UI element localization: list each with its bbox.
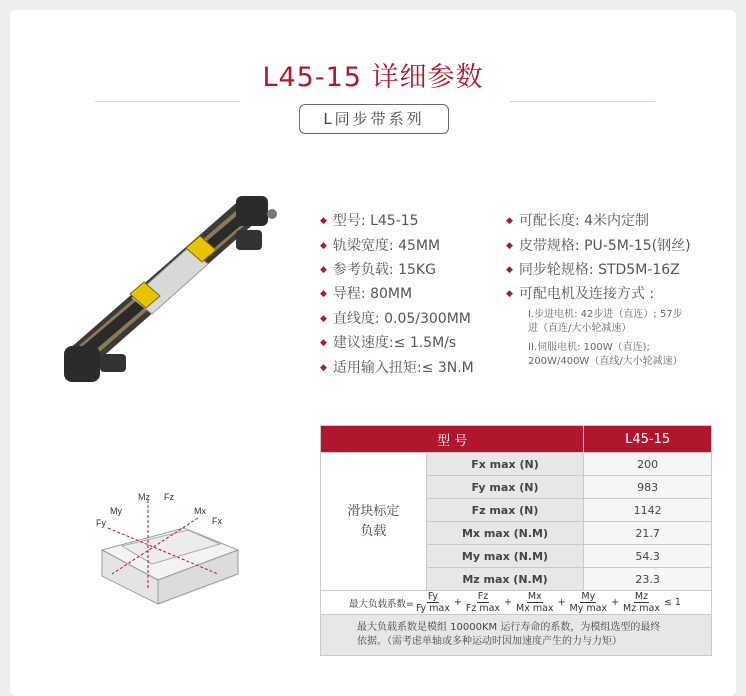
formula-term — [570, 591, 608, 614]
formula-term — [516, 591, 554, 614]
diagram-label-fz: Fz — [164, 492, 174, 502]
formula-term — [623, 591, 660, 614]
bullet-icon: ◆ — [320, 363, 327, 373]
spec-text: 可配长度: 4米内定制 — [518, 213, 649, 229]
bullet-icon: ◆ — [506, 289, 513, 299]
spec-speed — [320, 332, 456, 352]
bullet-icon: ◆ — [506, 265, 513, 275]
term-denominator: Fz max — [465, 603, 501, 614]
formula-term — [416, 591, 450, 614]
footnote-line2: 依据。（需考虑单轴或多种运动时因加速度产生的力与力矩） — [357, 636, 622, 647]
param-name: Mx max (N.M) — [426, 522, 584, 545]
bullet-icon: ◆ — [506, 216, 513, 226]
diagram-label-mx: Mx — [194, 506, 206, 516]
table-header-row — [321, 426, 712, 453]
term-numerator: Mx — [527, 591, 542, 602]
spec-text: 参考负载: 15KG — [332, 262, 436, 278]
plus-sign: + — [504, 597, 513, 608]
formula-result: ≤ 1 — [663, 597, 681, 608]
spec-beam-width — [320, 235, 440, 255]
table-row — [321, 453, 712, 476]
param-value: 983 — [584, 476, 712, 499]
term-denominator: Mx max — [516, 603, 554, 614]
page-title: L45-15 详细参数 — [262, 62, 484, 93]
param-name: Fy max (N) — [426, 476, 584, 499]
term-numerator: Fz — [477, 591, 489, 602]
spec-text: 同步轮规格: STD5M-16Z — [518, 262, 680, 278]
diagram-label-fx: Fx — [212, 516, 222, 526]
spec-straightness — [320, 308, 471, 328]
spec-text: 适用输入扭矩:≤ 3N.M — [332, 360, 474, 376]
param-name: My max (N.M) — [426, 545, 584, 568]
plus-sign: + — [557, 597, 566, 608]
plus-sign: + — [453, 597, 462, 608]
spec-pulley — [506, 259, 680, 279]
bullet-icon: ◆ — [506, 241, 513, 251]
footnote-line1: 最大负载系数是模组 10000KM 运行寿命的系数，为模组选型的最终 — [357, 622, 661, 633]
motor-note-3: II.伺服电机: 100W（直连); — [528, 342, 650, 353]
param-value: 1142 — [584, 499, 712, 522]
param-name: Mz max (N.M) — [426, 568, 584, 591]
bullet-icon: ◆ — [320, 314, 327, 324]
formula-label: 最大负载系数= — [349, 598, 414, 610]
param-value: 54.3 — [584, 545, 712, 568]
spec-text: 型号: L45-15 — [332, 213, 419, 229]
term-numerator: My — [581, 591, 596, 602]
diagram-label-my: My — [110, 506, 122, 516]
spec-text: 建议速度:≤ 1.5M/s — [332, 335, 457, 351]
row-group-label — [321, 453, 427, 591]
spec-load — [320, 259, 436, 279]
spec-motor — [506, 283, 654, 303]
param-value: 200 — [584, 453, 712, 476]
term-numerator: Mz — [634, 591, 649, 602]
spec-text: 轨梁宽度: 45MM — [332, 238, 441, 254]
motor-note-2: 进（直连/大小轮减速） — [528, 323, 632, 334]
bullet-icon: ◆ — [320, 338, 327, 348]
bullet-icon: ◆ — [320, 216, 327, 226]
plus-sign: + — [611, 597, 620, 608]
row-group-line2: 负载 — [360, 523, 387, 539]
bullet-icon: ◆ — [320, 265, 327, 275]
series-badge: L同步带系列 — [299, 104, 449, 134]
load-direction-diagram — [88, 488, 248, 608]
product-image-linear-module — [60, 190, 285, 395]
formula-cell — [321, 591, 712, 615]
spec-lead — [320, 283, 412, 303]
param-value: 21.7 — [584, 522, 712, 545]
bullet-icon: ◆ — [320, 241, 327, 251]
term-denominator: Mz max — [623, 603, 660, 614]
spec-text: 可配电机及连接方式 : — [518, 286, 655, 302]
title-divider-right — [510, 101, 655, 102]
title-divider-left — [95, 101, 240, 102]
motor-note-4: 200W/400W（直线/大小轮减速） — [528, 356, 683, 367]
spec-text: 皮带规格: PU-5M-15(钢丝) — [518, 238, 691, 254]
row-group-line1: 滑块标定 — [347, 503, 400, 519]
spec-belt — [506, 235, 691, 255]
param-name: Fz max (N) — [426, 499, 584, 522]
bullet-icon: ◆ — [320, 289, 327, 299]
spec-torque — [320, 357, 474, 377]
spec-text: 导程: 80MM — [332, 286, 413, 302]
table-header-type: 型 号 — [321, 426, 584, 453]
spec-length — [506, 210, 649, 230]
param-name: Fx max (N) — [426, 453, 584, 476]
diagram-label-fy: Fy — [96, 518, 106, 528]
motor-note-1: I.步进电机: 42步进（直连）; 57步 — [528, 309, 683, 320]
spec-text: 直线度: 0.05/300MM — [332, 311, 471, 327]
load-table — [320, 425, 712, 656]
footnote-row — [321, 615, 712, 656]
param-value: 23.3 — [584, 568, 712, 591]
spec-model — [320, 210, 419, 230]
diagram-label-mz: Mz — [138, 492, 150, 502]
load-formula — [321, 591, 711, 614]
table-header-model: L45-15 — [584, 426, 712, 453]
formula-row — [321, 591, 712, 615]
term-denominator: Fy max — [415, 603, 450, 614]
formula-term — [466, 591, 500, 614]
table-footnote — [321, 615, 712, 656]
term-denominator: My max — [569, 603, 608, 614]
term-numerator: Fy — [427, 591, 439, 602]
